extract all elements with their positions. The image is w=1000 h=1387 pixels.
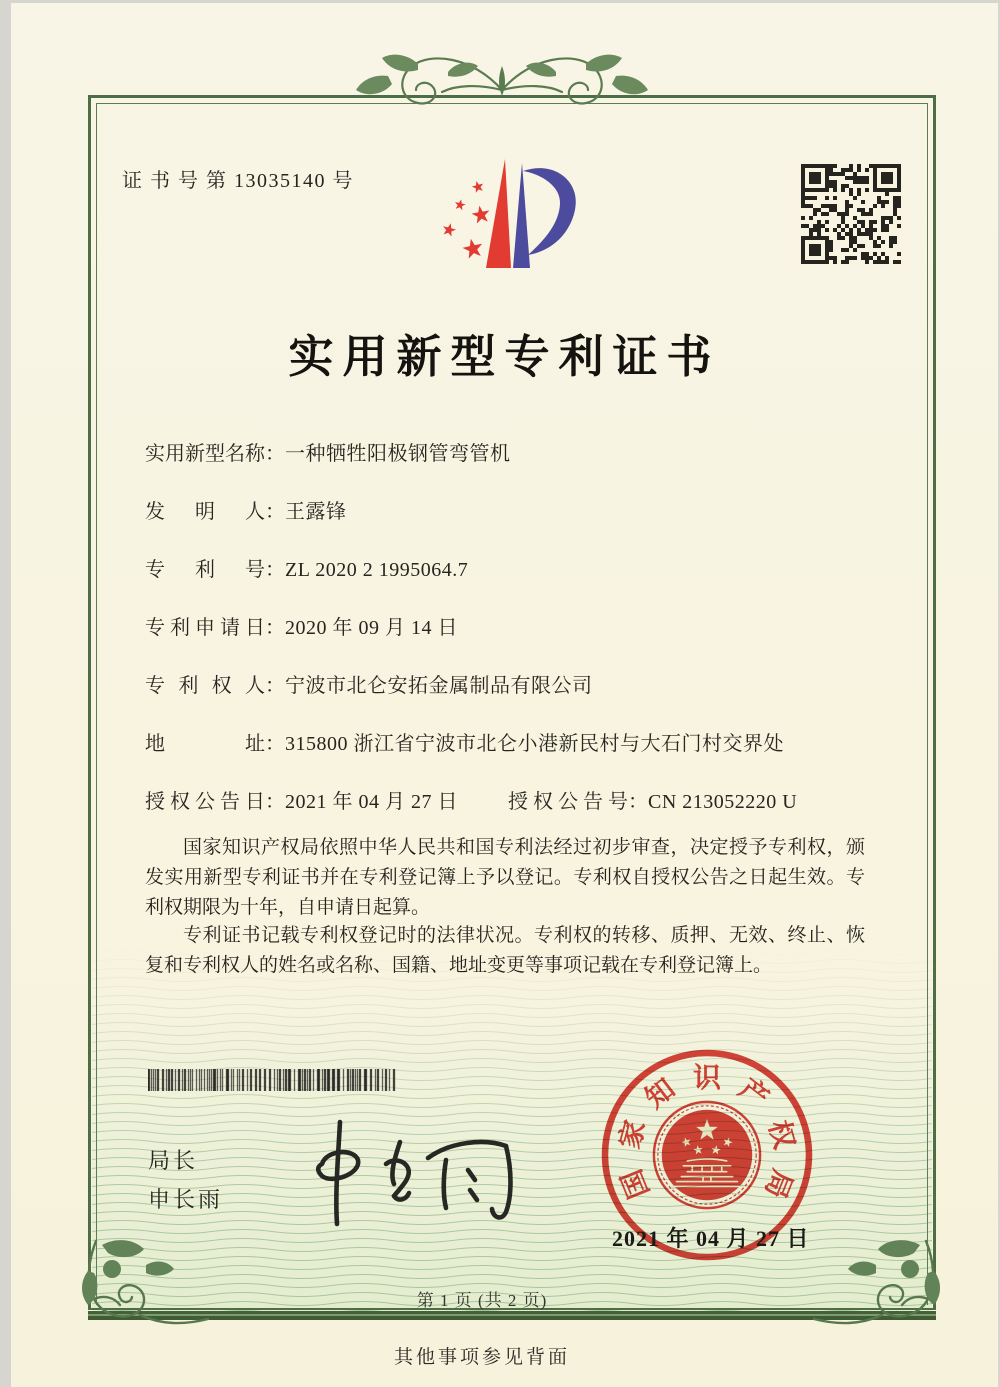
seal-arc-char: 知 — [640, 1073, 682, 1115]
seal-date: 2021 年 04 月 27 日 — [612, 1226, 810, 1251]
field-colon: ： — [265, 501, 285, 523]
seal-arc-char: 识 — [692, 1063, 722, 1094]
cnipa-logo-icon — [435, 156, 585, 276]
bottom-border-band — [88, 1311, 936, 1320]
field-value: 宁波市北仑安拓金属制品有限公司 — [285, 675, 593, 697]
field-label: 授权公告号 — [508, 791, 628, 813]
field-label: 实用新型名称 — [145, 443, 265, 465]
field-colon: ： — [265, 443, 285, 465]
field-label: 地址 — [145, 733, 265, 755]
field-colon: ： — [265, 617, 285, 639]
commissioner-title: 局长 — [148, 1148, 199, 1173]
field-row-patentee — [145, 669, 935, 698]
seal-arc-char: 权 — [762, 1117, 800, 1153]
field-value: 2020 年 09 月 14 日 — [285, 617, 458, 639]
qr-code — [799, 162, 903, 266]
page-number: 第 1 页 (共 2 页) — [416, 1291, 548, 1310]
field-colon: ： — [265, 733, 285, 755]
bottom-left-corner-ornament — [80, 1235, 210, 1330]
field-colon: ： — [265, 559, 285, 581]
field-row-address — [145, 727, 935, 756]
field-value: 王露锋 — [285, 501, 347, 523]
field-label: 专利权人 — [145, 675, 265, 697]
grant-number-pair — [508, 785, 797, 814]
field-label: 发明人 — [145, 501, 265, 523]
seal-arc-char: 家 — [614, 1117, 652, 1153]
back-side-note: 其他事项参见背面 — [393, 1347, 570, 1368]
top-flourish-ornament — [352, 50, 652, 114]
field-colon: ： — [265, 791, 285, 813]
field-row-name — [145, 437, 935, 466]
field-label: 专利号 — [145, 559, 265, 581]
field-colon: ： — [628, 791, 648, 813]
national-emblem-icon — [648, 1096, 766, 1214]
seal-arc-char: 产 — [732, 1073, 774, 1115]
seal-arc-char: 局 — [758, 1164, 798, 1203]
field-value: CN 213052220 U — [648, 791, 798, 813]
field-value: ZL 2020 2 1995064.7 — [285, 559, 469, 581]
seal-arc-char: 国 — [616, 1164, 656, 1203]
certificate-title: 实用新型专利证书 — [288, 332, 721, 382]
legal-paragraph-1: 国家知识产权局依照中华人民共和国专利法经过初步审查，决定授予专利权，颁发实用新型专利证书并在专利登记簿上予以登记。专利权自授权公告之日起生效。专利权期限为十年，自申请日起算。 — [145, 837, 865, 918]
field-value: 一种牺牲阳极钢管弯管机 — [285, 443, 511, 465]
commissioner-name: 申长雨 — [148, 1187, 224, 1212]
certificate-number: 证 书 号 第 13035140 号 — [122, 170, 354, 192]
field-value: 2021 年 04 月 27 日 — [285, 791, 458, 813]
bottom-right-corner-ornament — [812, 1235, 942, 1330]
field-row-filing-date — [145, 611, 935, 640]
signature-handwriting — [288, 1108, 533, 1233]
field-value: 315800 浙江省宁波市北仑小港新民村与大石门村交界处 — [285, 733, 784, 755]
field-label: 专利申请日 — [145, 617, 265, 639]
legal-paragraph-2: 专利证书记载专利权登记时的法律状况。专利权的转移、质押、无效、终止、恢复和专利权人的姓名或名称、国籍、地址变更等事项记载在专利登记簿上。 — [145, 925, 865, 976]
field-row-grant — [145, 785, 935, 814]
field-colon: ： — [265, 675, 285, 697]
field-row-patent-no — [145, 553, 935, 582]
field-label: 授权公告日 — [145, 791, 265, 813]
field-row-inventor — [145, 495, 935, 524]
barcode — [148, 1069, 396, 1091]
